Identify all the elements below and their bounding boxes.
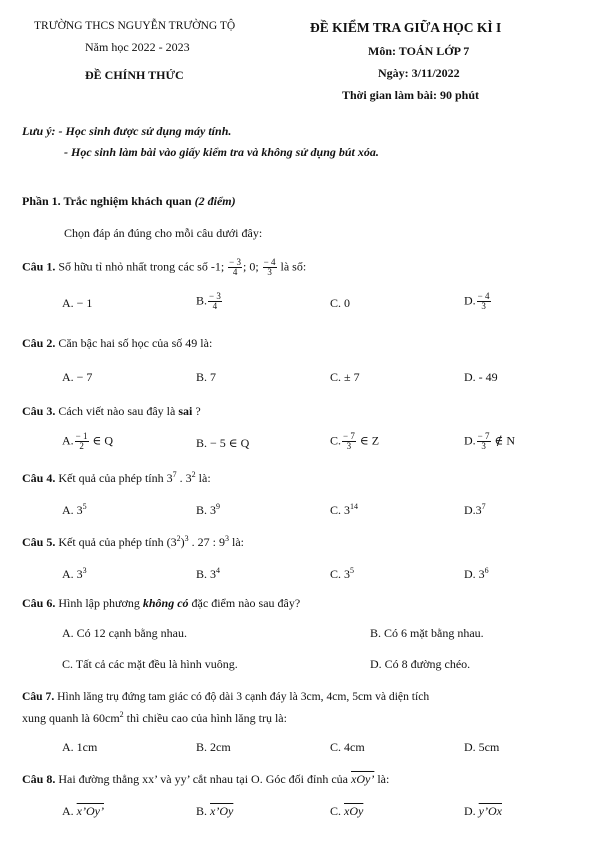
q7-option-a: A. 1cm <box>62 740 98 754</box>
question-2 <box>22 336 212 351</box>
part1-points: (2 điểm) <box>194 194 236 208</box>
part1-instruction: Chọn đáp án đúng cho mỗi câu dưới đây: <box>64 226 263 240</box>
q1-sep: ; 0; <box>243 259 259 274</box>
q6-option-b: B. Có 6 mặt bằng nhau. <box>370 626 484 640</box>
exam-title: ĐỀ KIỂM TRA GIỮA HỌC KÌ I <box>310 20 502 35</box>
q3-option-d: D. $\frac{- 7}{3}$ ∉ N <box>464 431 516 451</box>
note-1: - Học sinh được sử dụng máy tính. <box>58 124 232 138</box>
q7-option-c: C. 4cm <box>330 740 365 754</box>
q3-text-bold: sai <box>178 404 193 418</box>
q5-option-a: A. $3^3$ <box>62 566 87 581</box>
q4-option-c: C. $3^{14}$ <box>330 502 359 517</box>
q6-label: Câu 6. <box>22 596 56 610</box>
q7-option-b: B. 2cm <box>196 740 231 754</box>
q3-text-end: ? <box>195 404 201 418</box>
question-1 <box>22 258 306 277</box>
q4-option-a: A. $3^5$ <box>62 502 87 517</box>
question-6: Câu 6. Hình lập phương không có đặc điểm nào sau đây? <box>22 596 301 610</box>
question-7: Câu 7. Hình lăng trụ đứng tam giác có độ dài 3 cạnh đáy là 3cm, 4cm, 5cm và diện tích <box>22 690 430 703</box>
part1-title <box>22 194 236 209</box>
note-2: - Học sinh làm bài vào giấy kiểm tra và không sử dụng bút xóa. <box>64 145 379 159</box>
q5-option-d: D. $3^6$ <box>464 566 489 581</box>
part1-heading: Phần 1. Trắc nghiệm khách quan <box>22 194 192 208</box>
q2-text: Căn bậc hai số học của số 49 là: <box>58 336 213 350</box>
note-line-1 <box>22 124 231 139</box>
q1-option-a: A. − 1 <box>62 296 93 310</box>
q8-option-d: D. y’Ox <box>464 804 502 818</box>
exam-duration: Thời gian làm bài: 90 phút <box>342 88 480 102</box>
q1-fraction-1: $\frac{- 3}{4}$ <box>229 257 241 277</box>
school-year: Năm học 2022 - 2023 <box>85 40 190 54</box>
q2-option-d: D. - 49 <box>464 370 498 384</box>
question-8: Câu 8. Hai đường thẳng xx’ và yy’ cắt nhau tại O. Góc đối đỉnh của xOy’ là: <box>22 772 390 786</box>
q2-option-c: C. ± 7 <box>330 370 360 384</box>
q7-option-d: D. 5cm <box>464 740 500 754</box>
q5-label: Câu 5. <box>22 535 56 549</box>
q4-option-b: B. $3^9$ <box>196 502 221 517</box>
q1-text-end: là số: <box>280 259 307 274</box>
q3-label: Câu 3. <box>22 404 56 418</box>
q3-option-a: A. $\frac{- 1}{2}$ ∈ Q <box>62 431 114 451</box>
q2-option-b: B. 7 <box>196 370 217 384</box>
q4-option-d: $D.3^7$ <box>464 502 486 517</box>
question-5: Câu 5. Kết quả của phép tính $(3^2)^3$ . 27 : $9^3$ là: <box>22 534 244 549</box>
q7-line-2: xung quanh là $60cm^2$ thì chiều cao của hình lăng trụ là: <box>22 710 287 725</box>
q1-text: Số hữu tỉ nhỏ nhất trong các số -1; <box>58 259 225 274</box>
q8-option-c: C. $\overline{xOy}$ <box>330 804 364 818</box>
q8-angle: xOy’ <box>351 772 375 786</box>
q1-label: Câu 1. <box>22 259 56 274</box>
q8-label: Câu 8. <box>22 772 56 786</box>
question-4: Câu 4. Kết quả của phép tính $3^7$ . $3^2$ là: <box>22 470 211 485</box>
q6-option-a: A. Có 12 cạnh bằng nhau. <box>62 626 187 640</box>
subject: Môn: TOÁN LỚP 7 <box>368 44 470 58</box>
q1-fraction-2: $\frac{- 4}{3}$ <box>263 257 276 277</box>
exam-date: Ngày: 3/11/2022 <box>378 66 460 80</box>
note-label: Lưu ý: <box>22 124 56 138</box>
q1-option-d: D. $\frac{- 4}{3}$ <box>464 291 490 311</box>
school-name: TRƯỜNG THCS NGUYỄN TRƯỜNG TỘ <box>34 20 236 32</box>
q8-option-a: A. x’Oy’ <box>62 804 104 818</box>
question-3 <box>22 404 201 419</box>
q8-option-b: B. x’Oy <box>196 804 234 818</box>
q6-option-d: D. Có 8 đường chéo. <box>370 657 471 671</box>
q2-option-a: A. − 7 <box>62 370 93 384</box>
q3-option-c: C. $\frac{- 7}{3}$ ∈ Z <box>330 431 380 451</box>
q1-option-b: B. $\frac{- 3}{4}$ <box>196 291 221 311</box>
q4-label: Câu 4. <box>22 471 56 485</box>
q6-option-c: C. Tất cả các mặt đều là hình vuông. <box>62 657 238 671</box>
q7-label: Câu 7. <box>22 690 55 703</box>
q3-option-b: B. − 5 ∈ Q <box>196 436 250 450</box>
q5-option-b: B. $3^4$ <box>196 566 221 581</box>
q3-text: Cách viết nào sau đây là <box>58 404 176 418</box>
q1-option-c: C. 0 <box>330 296 351 310</box>
q2-label: Câu 2. <box>22 336 56 350</box>
official-label: ĐỀ CHÍNH THỨC <box>85 68 184 82</box>
q5-option-c: C. $3^5$ <box>330 566 355 581</box>
